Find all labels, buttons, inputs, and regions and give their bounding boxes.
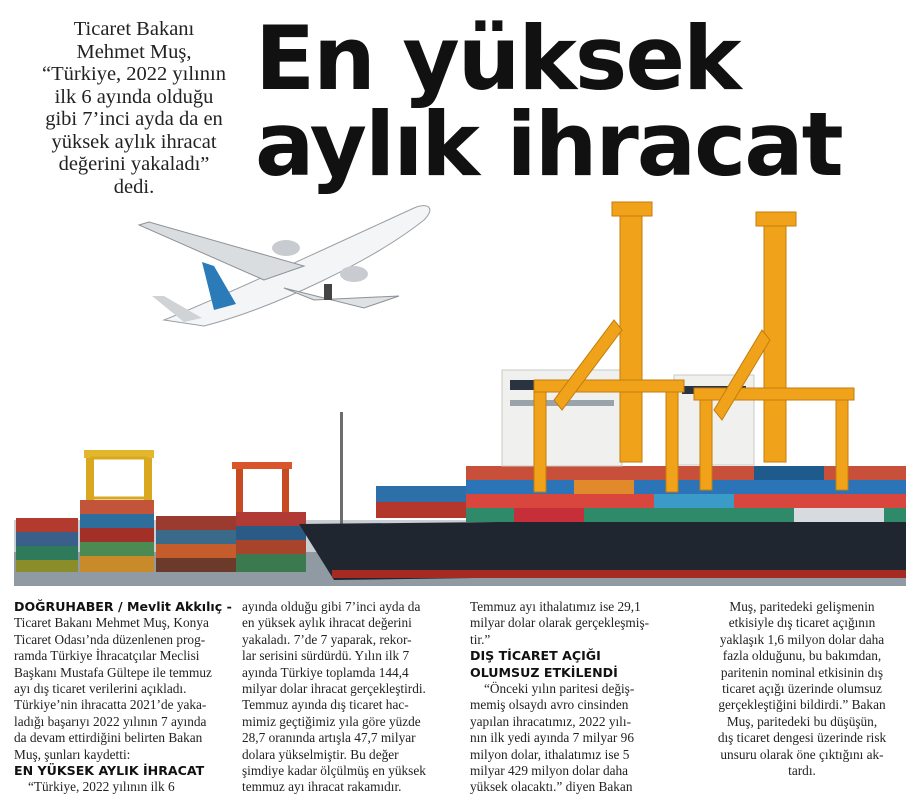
subhead-line: Mehmet Muş, (76, 40, 192, 63)
headline-line-2: aylık ihracat (255, 93, 842, 196)
article-line: lar serisini sürdürdü. Yılın ilk 7 (242, 648, 410, 664)
subhead-line: değerini yakaladı” (58, 153, 210, 175)
article-line: dolara yükselmiştir. Bu değer (242, 746, 399, 762)
subhead-line: Ticaret Bakanı (73, 18, 195, 40)
article-line: “Önceki yılın paritesi değiş- (484, 681, 635, 697)
article-line: en yüksek aylık ihracat değerini (242, 615, 412, 631)
article-line: “Türkiye, 2022 yılının ilk 6 (28, 779, 175, 795)
article-line: yapılan ihracatımız, 2022 yılı- (470, 713, 631, 729)
article-line: Muş, şunları kaydetti: (14, 746, 131, 762)
article-line: etkisiyle dış ticaret açığının (728, 615, 876, 631)
article-column-4 (698, 599, 906, 779)
article-line: yüksek olacaktı.” diyen Bakan (470, 779, 633, 795)
headline (255, 7, 842, 196)
article-line: gerçekleştiğini bildirdi.” Bakan (718, 697, 886, 713)
article-line: memiş olsaydı avro cinsinden (470, 697, 629, 713)
article-body (14, 599, 906, 809)
article-line: Temmuz ayında dış ticaret hac- (242, 697, 409, 713)
article-line: da devam ettirdiğini belirten Bakan (14, 730, 203, 746)
article-line: unsuru olarak öne çıktığını ak- (720, 746, 884, 762)
article-column-1 (14, 599, 232, 796)
article-line: ticaret açığı üzerinde olumsuz (722, 681, 882, 697)
subhead-line: yüksek aylık ihracat (51, 130, 217, 153)
article-line: 28,7 oranında artışla 47,7 milyar (242, 730, 416, 746)
section-heading: EN YÜKSEK AYLIK İHRACAT (14, 763, 205, 779)
article-column-2 (242, 599, 456, 796)
port-photo (14, 200, 906, 586)
article-line: nın ilk yedi ayında 7 milyar 96 (470, 730, 634, 746)
byline: DOĞRUHABER / Mevlit Akkılıç - (14, 599, 232, 614)
article-line: ayında Türkiye toplamda 144,4 (242, 664, 409, 680)
subhead-line: gibi 7’inci ayda da en (45, 108, 223, 130)
section-heading: OLUMSUZ ETKİLENDİ (470, 664, 618, 680)
article-line: Türkiye’nin ihracatta 2021’de yaka- (14, 697, 207, 713)
article-line: fazla olduğunu, bu bakımdan, (722, 648, 882, 664)
subhead-line: “Türkiye, 2022 yılının (42, 63, 226, 85)
article-line: ramda Türkiye İhracatçılar Meclisi (14, 648, 200, 664)
article-line: temmuz ayı ihracat rakamıdır. (242, 779, 402, 795)
article-line: paritenin nominal etkisinin dış (720, 664, 884, 680)
article-line: milyar dolar olarak gerçekleşmiş- (470, 615, 650, 631)
article-line: tardı. (788, 763, 816, 779)
subhead-line: dedi. (113, 175, 155, 198)
article-line: mimiz geçtiğimiz yıla göre yüzde (242, 713, 421, 729)
article-line: milyon dolar, ithalatımız ise 5 (470, 746, 630, 762)
article-line: yakaladı. 7’de 7 yaparak, rekor- (242, 631, 412, 647)
article-line: ayında olduğu gibi 7’inci ayda da (242, 599, 421, 614)
article-line: şimdiye kadar ölçülmüş en yüksek (242, 763, 426, 779)
article-line: ladığı başarıyı 2022 yılının 7 ayında (14, 713, 207, 729)
subhead-line: ilk 6 ayında olduğu (54, 85, 214, 108)
article-line: Başkanı Mustafa Gültepe ile temmuz (14, 664, 212, 680)
article-line: tir.” (470, 631, 491, 647)
article-line: dış ticaret dengesi üzerinde risk (717, 730, 887, 746)
headline-line-1: En yüksek (255, 7, 740, 110)
article-column-3 (470, 599, 684, 796)
article-line: Ticaret Odası’nda düzenlenen prog- (14, 631, 206, 647)
article-line: Muş, paritedeki gelişmenin (729, 599, 875, 614)
article-line: milyar dolar ihracat gerçekleştirdi. (242, 681, 426, 697)
subhead-quote (14, 18, 254, 198)
article-line: yaklaşık 1,6 milyon dolar daha (719, 631, 885, 647)
article-line: Ticaret Bakanı Mehmet Muş, Konya (14, 615, 209, 631)
article-line: Muş, paritedeki bu düşüşün, (726, 713, 878, 729)
article-line: Temmuz ayı ithalatımız ise 29,1 (470, 599, 641, 614)
section-heading: DIŞ TİCARET AÇIĞI (470, 648, 601, 664)
article-line: milyar 429 milyon dolar daha (470, 763, 629, 779)
article-line: ayı dış ticaret verilerini açıkladı. (14, 681, 187, 697)
